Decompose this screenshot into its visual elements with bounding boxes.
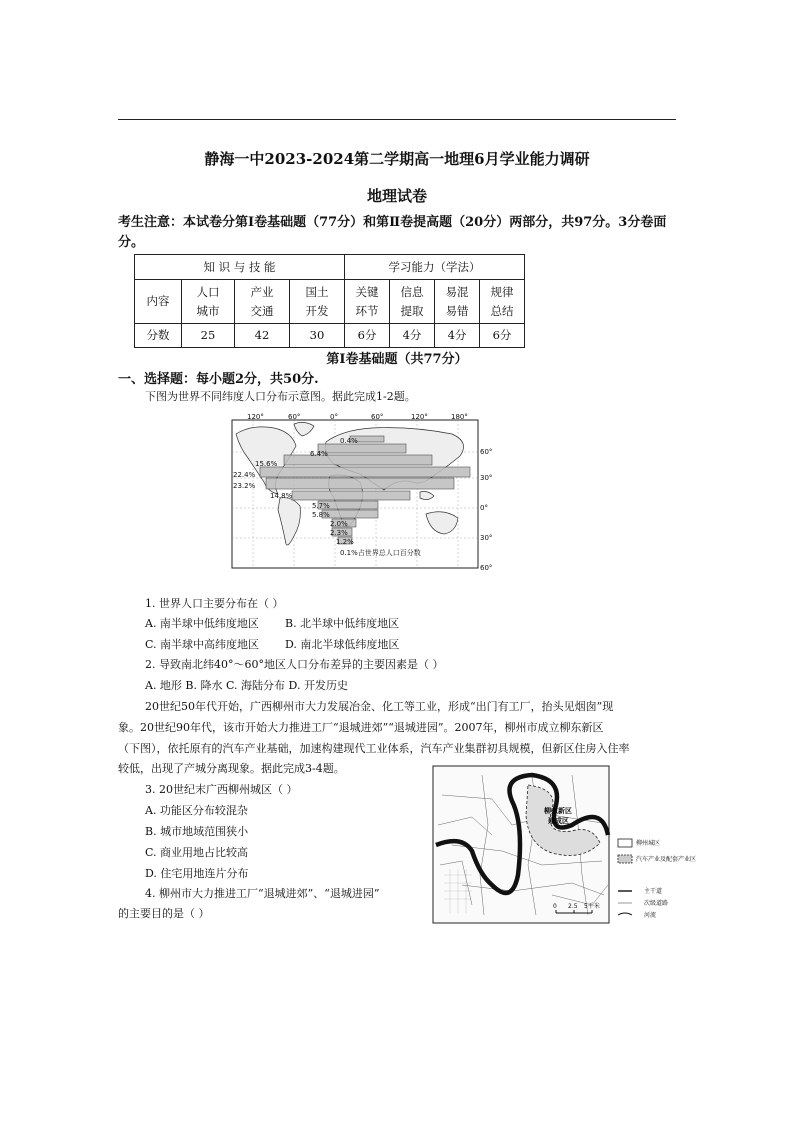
percent-label: 1.2% <box>336 538 354 546</box>
question-1-stem: 1. 世界人口主要分布在（ ） <box>145 597 284 610</box>
population-latitude-map <box>222 412 493 580</box>
percent-label: 22.4% <box>233 471 256 479</box>
lon-label: 120° <box>411 413 428 421</box>
percent-label: 5.7% <box>312 502 330 510</box>
question-4-stem: 4. 柳州市大力推进工厂“退城进郊”、“退城进园” <box>145 887 380 900</box>
q2-options: A. 地形 B. 降水 C. 海陆分布 D. 开发历史 <box>145 679 348 692</box>
lon-label: 60° <box>371 413 384 421</box>
score-cell: 30 <box>290 324 345 348</box>
legend-item: 次级道路 <box>644 900 669 907</box>
score-cell: 42 <box>235 324 290 348</box>
score-cell: 4分 <box>390 324 435 348</box>
percent-label: 5.8% <box>312 511 330 519</box>
passage-line: 20世纪50年代开始，广西柳州市大力发展冶金、化工等工业，形成“出门有工厂，抬头见烟囱”现 <box>145 700 614 713</box>
section-title: 第Ⅰ卷基础题（共77分） <box>326 352 468 367</box>
question-intro: 下图为世界不同纬度人口分布示意图。据此完成1-2题。 <box>145 390 416 403</box>
lon-label: 120° <box>247 413 264 421</box>
content-cell: 人口 城市 <box>182 280 235 324</box>
question-4-stem-cont: 的主要目的是（ ） <box>118 907 210 920</box>
legend-item: 河流 <box>644 912 657 919</box>
content-cell: 国土 开发 <box>290 280 345 324</box>
passage-line: （下图），依托原有的汽车产业基础，加速构建现代工业体系，汽车产业集群初具规模，但新区住房入住率 <box>118 742 630 755</box>
row-label-content: 内容 <box>135 280 182 324</box>
content-cell: 信息 提取 <box>390 280 435 324</box>
map-legend: 0.1%占世界总人口百分数 <box>340 549 421 557</box>
lon-label: 180° <box>451 413 468 421</box>
q3-option-b: B. 城市地域范围狭小 <box>145 825 249 838</box>
q1-option-d: D. 南北半球低纬度地区 <box>285 638 400 651</box>
legend-item: 柳州城区 <box>636 840 661 847</box>
area-label: 建成区 <box>548 817 569 825</box>
exam-title: 静海一中2023-2024第二学期高一地理6月学业能力调研 <box>204 150 590 168</box>
scale-tick: 2.5 <box>568 903 578 910</box>
header-knowledge: 知 识 与 技 能 <box>135 255 345 280</box>
score-table <box>134 254 525 348</box>
percent-label: 2.0% <box>330 520 348 528</box>
q1-option-c: C. 南半球中高纬度地区 <box>145 638 260 651</box>
exam-notice: 考生注意：本试卷分第Ⅰ卷基础题（77分）和第Ⅱ卷提高题（20分）两部分，共97分。3分卷面分。 <box>118 215 667 250</box>
header-ability: 学习能力（学法） <box>345 255 525 280</box>
lat-label: 30° <box>480 534 493 542</box>
lat-label: 30° <box>480 474 493 482</box>
area-label: 柳东新区 <box>544 807 572 815</box>
row-label-score: 分数 <box>135 324 182 348</box>
percent-label: 0.4% <box>340 437 358 445</box>
q3-option-d: D. 住宅用地连片分布 <box>145 867 249 880</box>
question-2-stem: 2. 导致南北纬40°～60°地区人口分布差异的主要因素是（ ） <box>145 658 444 671</box>
header-rule <box>118 119 676 120</box>
exam-subtitle: 地理试卷 <box>366 187 427 205</box>
liuzhou-city-map <box>432 765 697 925</box>
lat-label: 0° <box>480 504 488 512</box>
score-cell: 4分 <box>435 324 480 348</box>
percent-label: 6.4% <box>310 450 328 458</box>
content-cell: 关键 环节 <box>345 280 390 324</box>
passage-line: 象。20世纪90年代，该市开始大力推进工厂“退城进郊”“退城进园”。2007年，柳州市成立柳东新区 <box>118 721 604 734</box>
score-cell: 25 <box>182 324 235 348</box>
part-title: 一、选择题：每小题2分，共50分. <box>118 372 319 387</box>
passage-line: 较低，出现了产城分离现象。据此完成3-4题。 <box>118 762 345 775</box>
lon-label: 0° <box>330 413 338 421</box>
percent-label: 23.2% <box>233 482 256 490</box>
q3-option-a: A. 功能区分布较混杂 <box>145 804 248 817</box>
percent-label: 15.6% <box>255 460 278 468</box>
question-3-stem: 3. 20世纪末广西柳州城区（ ） <box>145 783 298 796</box>
lon-label: 60° <box>288 413 301 421</box>
content-cell: 规律 总结 <box>480 280 525 324</box>
scale-tick: 5千米 <box>584 903 600 910</box>
content-cell: 产业 交通 <box>235 280 290 324</box>
percent-label: 2.3% <box>330 529 348 537</box>
content-cell: 易混 易错 <box>435 280 480 324</box>
percent-label: 14.8% <box>270 492 293 500</box>
score-cell: 6分 <box>480 324 525 348</box>
legend-item: 主干道 <box>644 888 663 895</box>
score-cell: 6分 <box>345 324 390 348</box>
q1-option-a: A. 南半球中低纬度地区 <box>145 617 259 630</box>
q3-option-c: C. 商业用地占比较高 <box>145 846 249 859</box>
q1-option-b: B. 北半球中低纬度地区 <box>285 617 400 630</box>
lat-label: 60° <box>480 564 493 572</box>
legend-item: 汽车产业及配套产业区 <box>636 856 697 863</box>
scale-tick: 0 <box>553 903 557 910</box>
lat-label: 60° <box>480 448 493 456</box>
